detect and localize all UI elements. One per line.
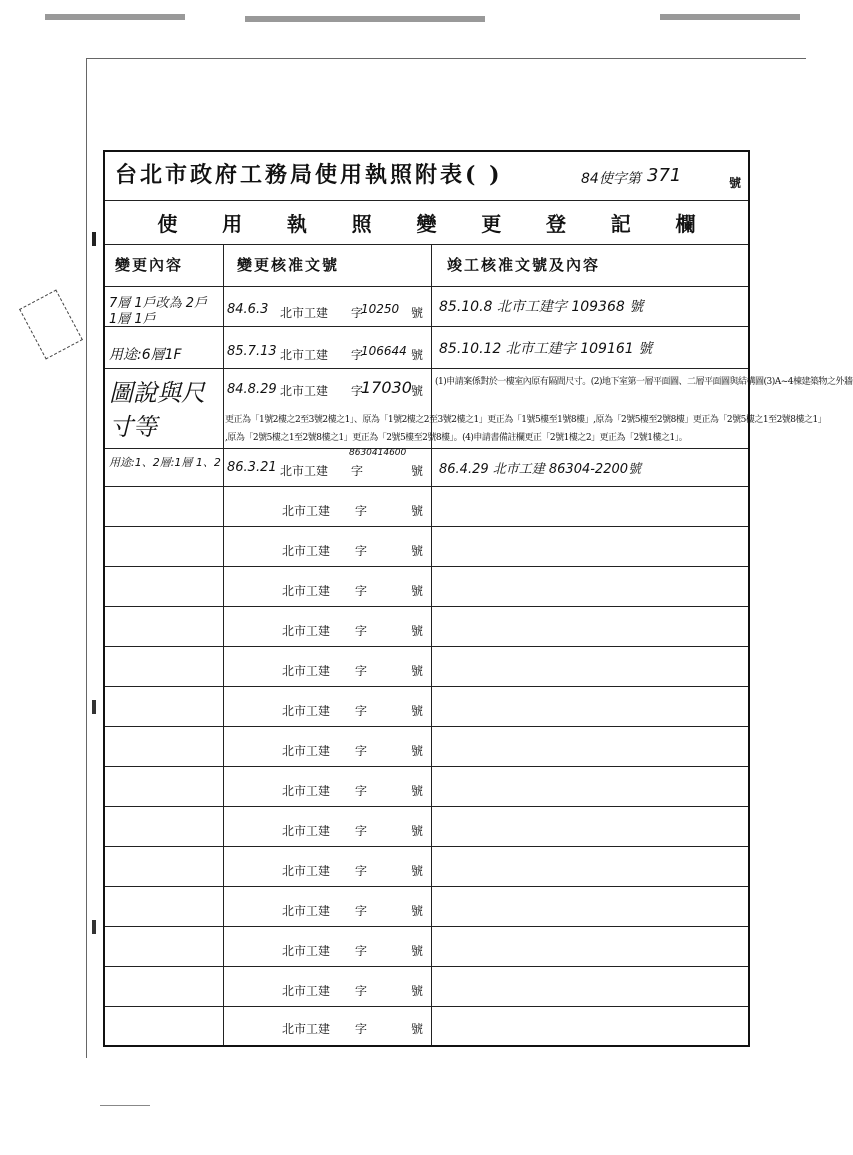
entry-1-char: 字 xyxy=(351,306,364,320)
col-header-completion: 竣工核准文號及內容 xyxy=(447,256,601,274)
row-office: 北市工建 xyxy=(282,1022,331,1036)
entry-2-char: 字 xyxy=(351,348,364,362)
divider xyxy=(105,448,748,449)
entry-4-approval-num: 8630414600 xyxy=(349,448,407,458)
row-office: 北市工建 xyxy=(282,904,331,918)
row-hao: 號 xyxy=(411,824,424,838)
row-hao: 號 xyxy=(411,1022,424,1036)
row-office: 北市工建 xyxy=(282,504,331,518)
entry-3-hao: 號 xyxy=(411,384,424,398)
entry-3-approval-num: 17030 xyxy=(361,378,412,397)
divider xyxy=(105,368,748,369)
entry-3-completion-line-3: ,原為「2號5樓之1至2號8樓之1」更正為「2號5樓至2號8樓」。(4)申請書備註欄更正「2號1樓之2」更正為「2號1樓之1」。 xyxy=(225,433,688,443)
entry-3-change-content: 圖說與尺寸等 xyxy=(109,379,205,441)
row-office: 北市工建 xyxy=(282,984,331,998)
entry-2-change-content: 用途:6層1F xyxy=(109,347,182,363)
row-office: 北市工建 xyxy=(282,944,331,958)
binding-hole-mark xyxy=(92,700,96,714)
scan-edge-line xyxy=(86,58,87,1058)
row-hao: 號 xyxy=(411,664,424,678)
section-title xyxy=(105,208,748,238)
row-char: 字 xyxy=(355,1022,368,1036)
divider xyxy=(105,606,748,607)
row-hao: 號 xyxy=(411,624,424,638)
section-title-char: 更 xyxy=(481,212,502,236)
entry-3-char: 字 xyxy=(351,384,364,398)
divider xyxy=(105,566,748,567)
divider xyxy=(105,966,748,967)
entry-4-office: 北市工建 xyxy=(280,464,329,478)
section-title-char: 登 xyxy=(545,212,566,236)
col-header-approval-no: 變更核准文號 xyxy=(237,256,340,274)
divider xyxy=(105,806,748,807)
entry-3-office: 北市工建 xyxy=(280,384,329,398)
entry-1-change-content: 7層 1戶改為 2戶 1層 1戶 xyxy=(109,296,208,327)
section-title-char: 執 xyxy=(286,212,307,236)
entry-4-char: 字 xyxy=(351,464,364,478)
serial-prefix: 84使字第 xyxy=(581,171,641,187)
entry-4-approval-date: 86.3.21 xyxy=(227,460,277,475)
entry-1-completion: 85.10.8 北市工建字 109368 號 xyxy=(439,299,644,315)
side-stamp xyxy=(19,289,83,359)
scan-noise-top-center xyxy=(245,16,485,22)
divider xyxy=(105,926,748,927)
divider xyxy=(105,1006,748,1007)
divider xyxy=(105,200,748,201)
row-char: 字 xyxy=(355,944,368,958)
row-office: 北市工建 xyxy=(282,624,331,638)
divider xyxy=(105,646,748,647)
divider xyxy=(105,766,748,767)
divider xyxy=(105,286,748,287)
section-title-char: 照 xyxy=(351,212,372,236)
row-hao: 號 xyxy=(411,744,424,758)
row-char: 字 xyxy=(355,904,368,918)
binding-hole-mark xyxy=(92,920,96,934)
row-hao: 號 xyxy=(411,544,424,558)
row-office: 北市工建 xyxy=(282,584,331,598)
divider xyxy=(105,526,748,527)
section-title-char: 記 xyxy=(610,212,631,236)
entry-2-approval-date: 85.7.13 xyxy=(227,344,277,359)
scan-noise-top xyxy=(45,14,185,20)
entry-4-hao: 號 xyxy=(411,464,424,478)
entry-1-hao: 號 xyxy=(411,306,424,320)
row-hao: 號 xyxy=(411,584,424,598)
row-char: 字 xyxy=(355,624,368,638)
entry-2-approval-num: 106644 xyxy=(361,344,407,358)
col-header-change-content: 變更內容 xyxy=(115,256,184,274)
row-office: 北市工建 xyxy=(282,704,331,718)
entry-3-completion-line-1: (1)申請案係對於一樓室內原有隔間尺寸。(2)地下室第一層平面圖、二層平面圖與結構圖(3)A~4棟建築物之外牆 xyxy=(435,377,853,387)
scan-noise-top-right xyxy=(660,14,800,20)
row-char: 字 xyxy=(355,744,368,758)
row-hao: 號 xyxy=(411,504,424,518)
row-char: 字 xyxy=(355,984,368,998)
divider xyxy=(105,846,748,847)
column-divider xyxy=(223,244,224,1045)
serial-number: 371 xyxy=(647,165,682,186)
row-char: 字 xyxy=(355,504,368,518)
row-office: 北市工建 xyxy=(282,864,331,878)
column-divider xyxy=(431,244,432,1045)
row-hao: 號 xyxy=(411,944,424,958)
serial-suffix: 號 xyxy=(729,176,742,190)
entry-1-approval-num: 10250 xyxy=(361,302,400,316)
divider xyxy=(105,686,748,687)
entry-2-completion: 85.10.12 北市工建字 109161 號 xyxy=(439,341,653,357)
row-hao: 號 xyxy=(411,904,424,918)
section-title-char: 變 xyxy=(416,212,437,236)
binding-hole-mark xyxy=(92,232,96,246)
divider xyxy=(105,886,748,887)
row-office: 北市工建 xyxy=(282,744,331,758)
entry-3-completion-line-2: 更正為「1號2樓之2至3號2樓之1」、原為「1號2樓之2至3號2樓之1」更正為「1號5樓至1號8樓」,原為「2號5樓至2號8樓」更正為「2號5樓之1至2號8樓之1」 xyxy=(225,415,827,425)
row-office: 北市工建 xyxy=(282,544,331,558)
entry-3-approval-date: 84.8.29 xyxy=(227,382,277,397)
row-hao: 號 xyxy=(411,704,424,718)
divider xyxy=(105,244,748,245)
entry-4-completion: 86.4.29 北市工建 86304-2200號 xyxy=(439,462,642,477)
section-title-char: 欄 xyxy=(675,212,696,236)
scan-edge-line-top xyxy=(86,58,806,59)
section-title-char: 用 xyxy=(222,212,243,236)
row-hao: 號 xyxy=(411,864,424,878)
form-title: 台北市政府工務局使用執照附表( ) xyxy=(115,162,503,188)
entry-1-office: 北市工建 xyxy=(280,306,329,320)
entry-1-approval-date: 84.6.3 xyxy=(227,302,269,317)
row-hao: 號 xyxy=(411,984,424,998)
row-char: 字 xyxy=(355,664,368,678)
row-office: 北市工建 xyxy=(282,784,331,798)
entry-4-change-content: 用途:1、2層:1層 1、2 xyxy=(109,456,221,469)
divider xyxy=(105,486,748,487)
row-char: 字 xyxy=(355,584,368,598)
row-char: 字 xyxy=(355,704,368,718)
row-char: 字 xyxy=(355,864,368,878)
section-title-char: 使 xyxy=(157,212,178,236)
entry-2-hao: 號 xyxy=(411,348,424,362)
row-office: 北市工建 xyxy=(282,664,331,678)
row-hao: 號 xyxy=(411,784,424,798)
row-char: 字 xyxy=(355,784,368,798)
row-office: 北市工建 xyxy=(282,824,331,838)
entry-2-office: 北市工建 xyxy=(280,348,329,362)
usage-permit-change-table xyxy=(103,150,853,1047)
divider xyxy=(105,726,748,727)
row-char: 字 xyxy=(355,544,368,558)
scan-noise-bottom xyxy=(100,1105,150,1106)
row-char: 字 xyxy=(355,824,368,838)
